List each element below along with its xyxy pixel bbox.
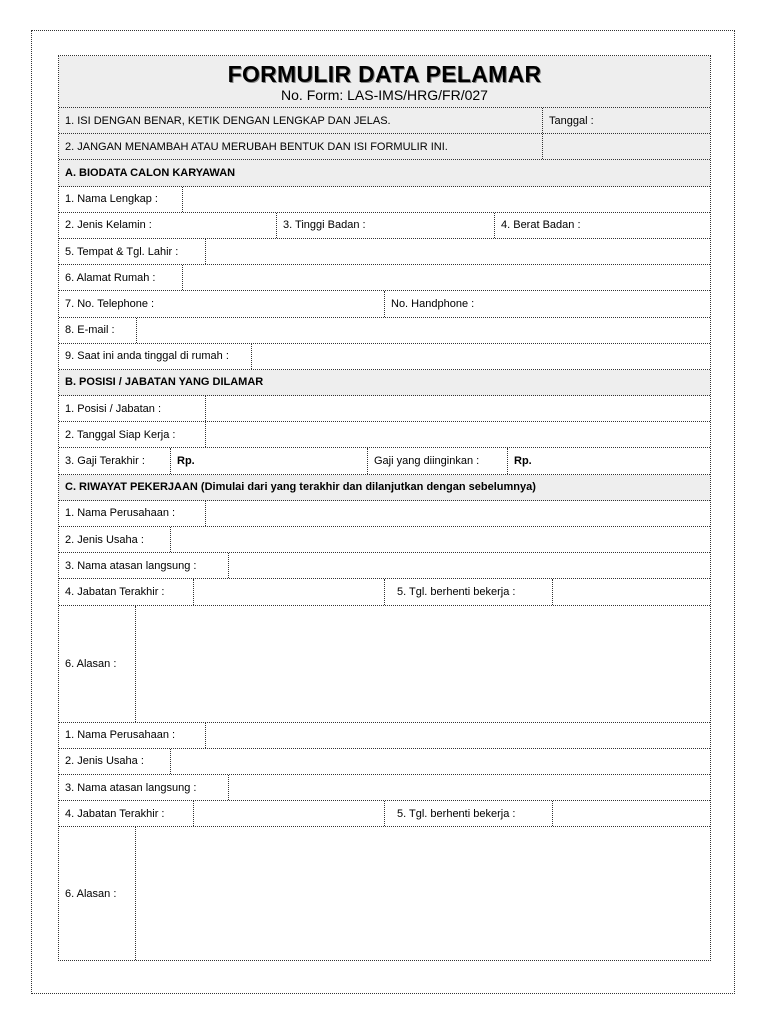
section-a-heading-row [59, 160, 710, 186]
last-position-label: 4. Jabatan Terakhir : [65, 807, 165, 820]
company-field[interactable] [205, 723, 710, 748]
form-number: No. Form: LAS-IMS/HRG/FR/027 [281, 86, 488, 103]
living-row [59, 344, 710, 370]
reason-label: 6. Alasan : [65, 657, 117, 670]
supervisor-label: 3. Nama atasan langsung : [65, 559, 197, 572]
reason-row [59, 606, 710, 723]
applicant-form [58, 55, 711, 961]
position-field[interactable] [205, 396, 710, 421]
full-name-label: 1. Nama Lengkap : [65, 193, 158, 206]
instruction-1: 1. ISI DENGAN BENAR, KETIK DENGAN LENGKAP DAN JELAS. [65, 114, 391, 127]
company-row [59, 723, 710, 749]
business-field[interactable] [170, 527, 710, 552]
expected-salary-field[interactable]: Rp. [507, 448, 710, 473]
full-name-row [59, 187, 710, 213]
height-label: 3. Tinggi Badan : [276, 213, 494, 238]
company-label: 1. Nama Perusahaan : [65, 507, 176, 520]
last-salary-label: 3. Gaji Terakhir : [65, 455, 145, 468]
date-label: Tanggal : [542, 108, 710, 133]
position-row [59, 396, 710, 422]
section-a-heading: A. BIODATA CALON KARYAWAN [65, 166, 236, 179]
instruction-row-2 [59, 134, 710, 160]
last-position-field[interactable] [193, 801, 384, 826]
living-label: 9. Saat ini anda tinggal di rumah : [65, 350, 229, 363]
weight-label: 4. Berat Badan : [494, 213, 710, 238]
company-row [59, 501, 710, 527]
supervisor-row [59, 553, 710, 579]
email-label: 8. E-mail : [65, 324, 115, 337]
form-title: FORMULIR DATA PELAMAR [227, 60, 542, 87]
date-field[interactable] [542, 134, 710, 159]
handphone-label: No. Handphone : [384, 291, 710, 316]
reason-label: 6. Alasan : [65, 887, 117, 900]
business-row [59, 749, 710, 775]
address-row [59, 265, 710, 291]
telephone-label: 7. No. Telephone : [65, 297, 155, 310]
end-date-field[interactable] [552, 801, 710, 826]
end-date-label: 5. Tgl. berhenti bekerja : [384, 579, 552, 604]
salary-row [59, 448, 710, 474]
email-row [59, 318, 710, 344]
form-header [59, 56, 710, 108]
last-position-row [59, 801, 710, 827]
business-field[interactable] [170, 749, 710, 774]
email-field[interactable] [136, 318, 710, 343]
last-position-label: 4. Jabatan Terakhir : [65, 585, 165, 598]
ready-date-row [59, 422, 710, 448]
living-field[interactable] [251, 344, 710, 369]
last-position-row [59, 579, 710, 605]
business-row [59, 527, 710, 553]
gender-row [59, 213, 710, 239]
reason-field[interactable] [135, 827, 710, 960]
address-label: 6. Alamat Rumah : [65, 271, 156, 284]
section-b-heading-row [59, 370, 710, 396]
section-b-heading: B. POSISI / JABATAN YANG DILAMAR [65, 376, 264, 389]
section-c-heading-row [59, 475, 710, 501]
reason-field[interactable] [135, 606, 710, 722]
instruction-row-1 [59, 108, 710, 134]
full-name-field[interactable] [182, 187, 710, 212]
birth-row [59, 239, 710, 265]
ready-date-field[interactable] [205, 422, 710, 447]
section-c-heading: C. RIWAYAT PEKERJAAN (Dimulai dari yang terakhir dan dilanjutkan dengan sebelumnya) [65, 481, 536, 494]
last-position-field[interactable] [193, 579, 384, 604]
company-label: 1. Nama Perusahaan : [65, 729, 176, 742]
supervisor-field[interactable] [228, 775, 710, 800]
address-field[interactable] [182, 265, 710, 290]
reason-row [59, 827, 710, 960]
supervisor-label: 3. Nama atasan langsung : [65, 781, 197, 794]
instruction-2: 2. JANGAN MENAMBAH ATAU MERUBAH BENTUK DAN ISI FORMULIR INI. [65, 140, 448, 153]
company-field[interactable] [205, 501, 710, 526]
business-label: 2. Jenis Usaha : [65, 755, 144, 768]
business-label: 2. Jenis Usaha : [65, 533, 144, 546]
supervisor-row [59, 775, 710, 801]
supervisor-field[interactable] [228, 553, 710, 578]
birth-field[interactable] [205, 239, 710, 264]
gender-label: 2. Jenis Kelamin : [65, 219, 152, 232]
phone-row [59, 291, 710, 317]
end-date-field[interactable] [552, 579, 710, 604]
position-label: 1. Posisi / Jabatan : [65, 402, 161, 415]
end-date-label: 5. Tgl. berhenti bekerja : [384, 801, 552, 826]
birth-label: 5. Tempat & Tgl. Lahir : [65, 245, 179, 258]
last-salary-field[interactable]: Rp. [170, 448, 367, 473]
ready-date-label: 2. Tanggal Siap Kerja : [65, 428, 176, 441]
expected-salary-label: Gaji yang diinginkan : [367, 448, 507, 473]
